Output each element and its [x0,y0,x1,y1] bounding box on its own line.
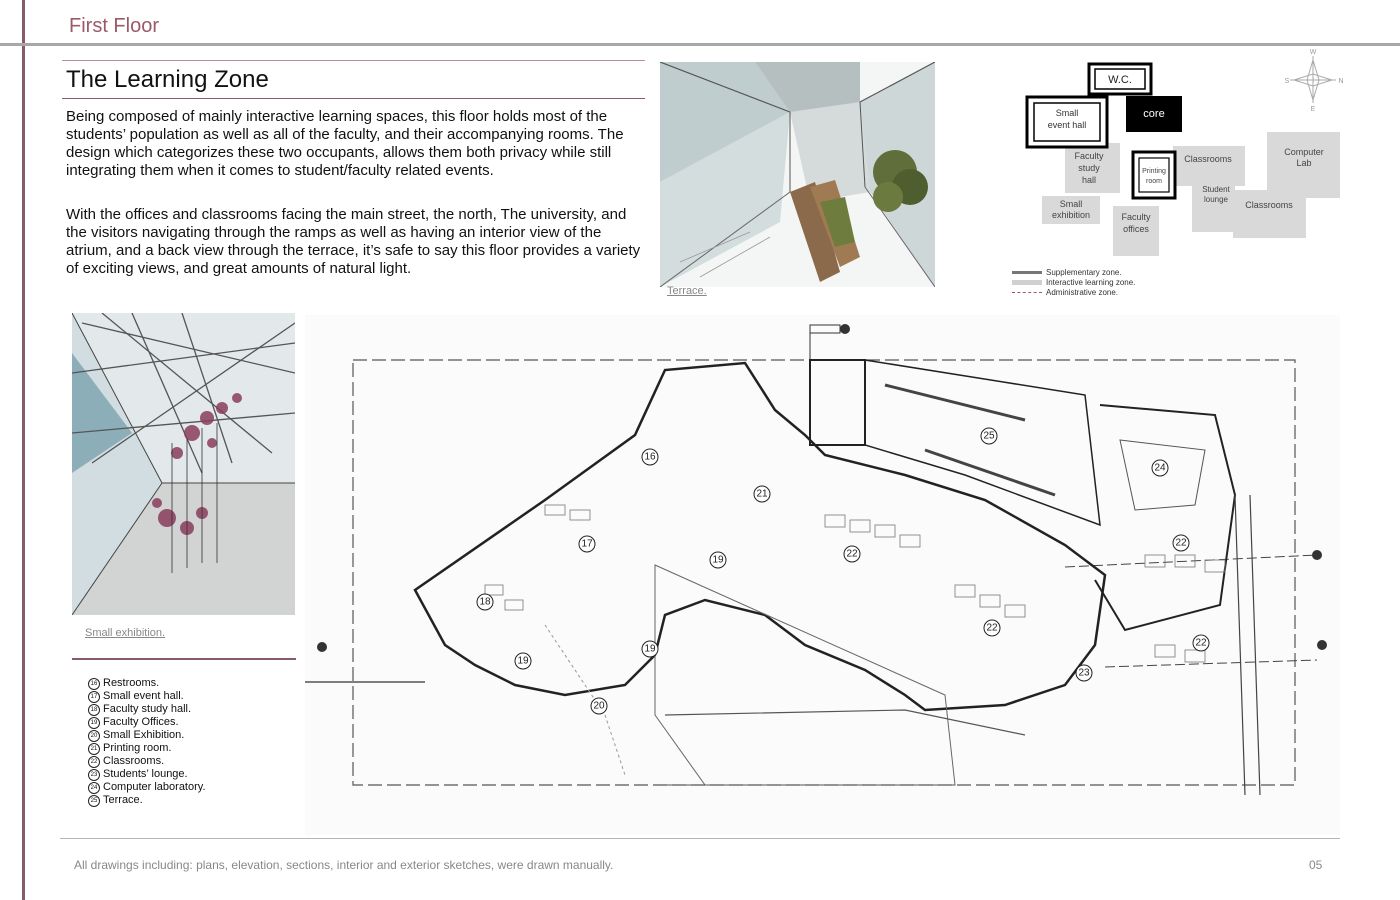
legend-label: Computer laboratory. [103,781,206,793]
legend-number: 24 [88,782,100,794]
wc-label: W.C. [1108,74,1132,86]
legend-label: Small event hall. [103,690,184,702]
small-exhibition-label-2: exhibition [1051,210,1091,220]
title-underline [62,98,645,99]
page-number: 05 [1309,858,1323,872]
section-marker-icon [840,324,850,334]
legend-number: 18 [88,704,100,716]
legend-number: 19 [88,717,100,729]
zone-legend-row [1012,267,1135,277]
section-marker-icon [1317,640,1327,650]
plan-number-22: 22 [846,548,858,560]
compass-e: E [1310,106,1316,113]
legend-item [88,677,206,690]
zone-legend-label: Interactive learning zone. [1046,277,1136,287]
plan-number-20: 20 [593,700,605,712]
plan-number-24: 24 [1154,462,1166,474]
legend-number: 23 [88,769,100,781]
classrooms-label-1: Classrooms [1184,154,1232,164]
terrace-caption: Terrace. [667,285,707,297]
legend-item [88,781,206,794]
left-accent-rule [22,0,25,900]
legend-number: 25 [88,795,100,807]
first-floor-plan [305,315,1340,835]
footer-note: All drawings including: plans, elevation, sections, interior and exterior sketches, were drawn manually. [74,858,614,872]
legend-rule [72,658,296,660]
section-title: The Learning Zone [66,66,269,93]
legend-number: 20 [88,730,100,742]
plan-number-21: 21 [756,488,768,500]
faculty-offices-label-1: Faculty [1121,212,1151,222]
legend-item [88,742,206,755]
faculty-offices-label-2: offices [1123,224,1149,234]
plan-number-17: 17 [581,538,593,550]
plan-number-18: 18 [479,596,491,608]
legend-label: Restrooms. [103,677,160,689]
compass-icon [1285,49,1344,113]
header-rule [0,43,1400,46]
legend-label: Terrace. [103,794,143,806]
legend-item [88,729,206,742]
administrative-zone-swatch [1012,292,1042,293]
student-lounge-label-1: Student [1202,185,1230,194]
computer-lab-label-1: Computer [1284,147,1324,157]
classrooms-label-2: Classrooms [1245,200,1293,210]
legend-number: 16 [88,678,100,690]
faculty-study-hall-label-3: hall [1081,175,1097,185]
faculty-study-hall-label-2: study [1078,163,1100,173]
legend-label: Students’ lounge. [103,768,188,780]
terrace-sketch-image [660,62,935,287]
views-paragraph: With the offices and classrooms facing the main street, the north, The university, and the visitors navigating through the ramps as well as having an interior view of the atrium, and a back view through the terrace, it’s safe to say this floor provides a variety of exciting views, and great amounts of natural light. [66,206,641,277]
computer-lab-label-2: Lab [1296,158,1312,168]
legend-item [88,794,206,807]
legend-item [88,755,206,768]
small-exhibition-sketch-image [72,313,295,615]
legend-item [88,703,206,716]
section-marker-icon [317,642,327,652]
printing-room-label-1: Printing [1142,168,1166,175]
legend-item [88,690,206,703]
compass-n: N [1338,78,1344,85]
legend-label: Faculty Offices. [103,716,179,728]
plan-number-25: 25 [983,430,995,442]
plan-number-19: 19 [644,643,656,655]
legend-label: Faculty study hall. [103,703,192,715]
plan-number-22: 22 [986,622,998,634]
legend-number: 17 [88,691,100,703]
intro-paragraph: Being composed of mainly interactive learning spaces, this floor holds most of the students’ population as well as all of the faculty, and their accompanying rooms. The design which categorizes these two occupants, allows them both privacy while still integrating them when it comes to student/faculty related events. [66,108,624,179]
plan-number-16: 16 [644,451,656,463]
legend-label: Small Exhibition. [103,729,185,741]
supplementary-zone-swatch [1012,271,1042,274]
faculty-study-hall-label-1: Faculty [1074,151,1104,161]
small-exhibition-label-1: Small [1059,199,1083,209]
plan-number-23: 23 [1078,667,1090,679]
plan-number-19: 19 [517,655,529,667]
zone-legend-row [1012,287,1135,297]
zone-legend [1012,267,1135,297]
legend-item [88,716,206,729]
title-top-rule [62,60,645,61]
page-header: First Floor [69,15,159,37]
legend-label: Printing room. [103,742,172,754]
zone-legend-row [1012,277,1135,287]
core-label: core [1143,108,1165,120]
plan-number-22: 22 [1195,637,1207,649]
interactive-zone-swatch [1012,280,1042,285]
plan-number-22: 22 [1175,537,1187,549]
room-legend [88,677,206,807]
compass-w: W [1309,49,1317,56]
zone-legend-label: Administrative zone. [1046,287,1119,297]
compass-s: S [1284,78,1290,85]
footer-rule [60,838,1340,839]
legend-label: Classrooms. [103,755,165,767]
legend-number: 21 [88,743,100,755]
printing-room-label-2: room [1146,178,1162,185]
student-lounge-label-2: lounge [1203,195,1229,204]
small-event-hall-label-2: event hall [1047,120,1087,130]
small-event-hall-label-1: Small [1055,108,1079,118]
small-exhibition-caption: Small exhibition. [85,627,166,639]
legend-number: 22 [88,756,100,768]
plan-number-19: 19 [712,554,724,566]
zone-legend-label: Supplementary zone. [1046,267,1122,277]
legend-item [88,768,206,781]
